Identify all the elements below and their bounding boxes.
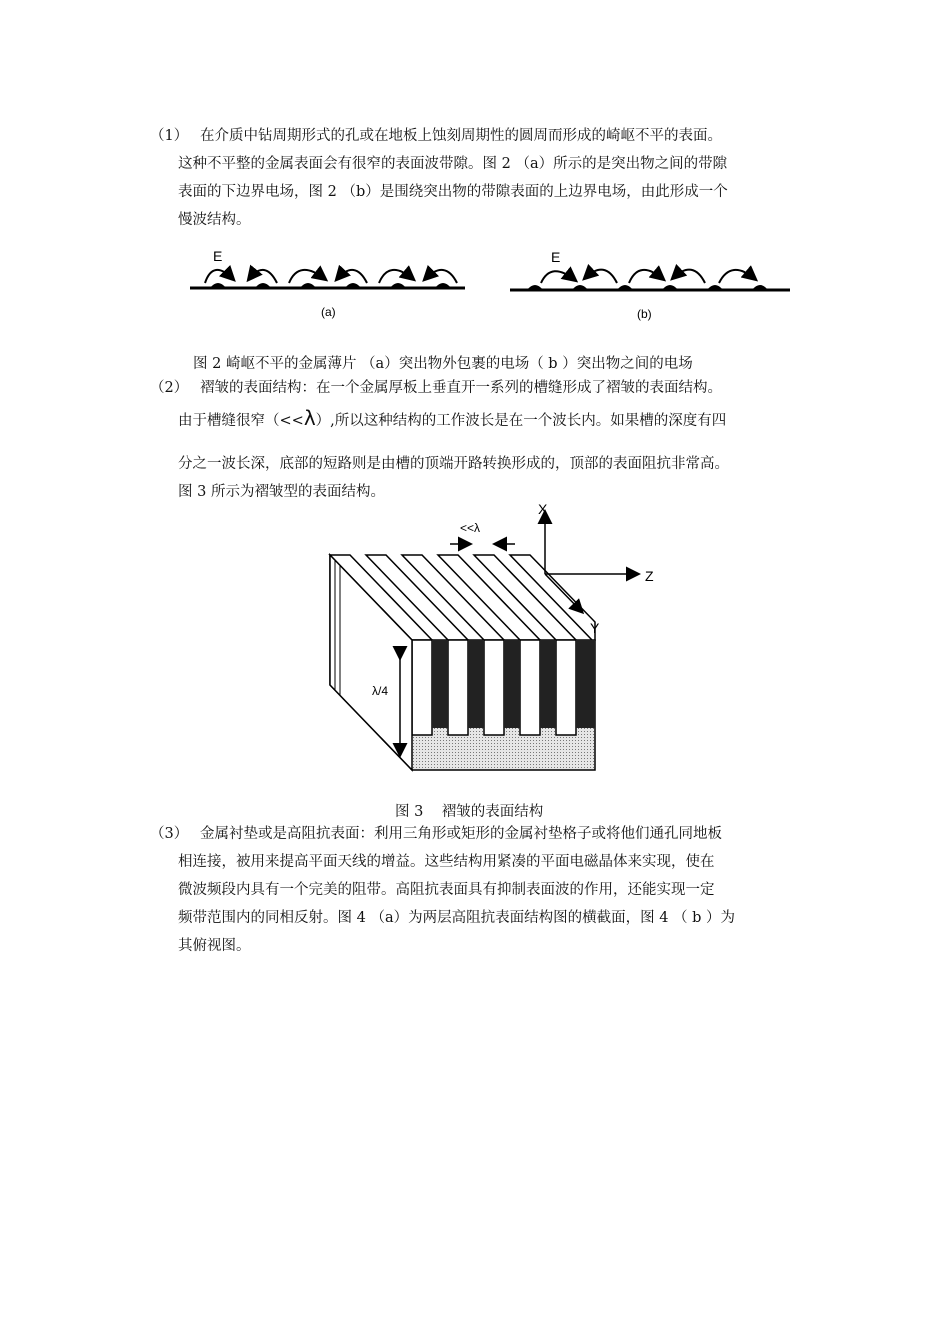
section-3-line: 微波频段内具有一个完美的阻带。高阻抗表面具有抑制表面波的作用，还能实现一定: [178, 882, 715, 898]
figure-2b: [505, 245, 795, 325]
figure-2-caption: 图 2 崎岖不平的金属薄片 （a）突出物外包裹的电场（ b ）突出物之间的电场: [193, 356, 693, 372]
figure-2a: [185, 245, 470, 325]
section-2: [150, 374, 830, 506]
depth-label: λ/4: [372, 684, 389, 698]
e-field-label: E: [213, 248, 223, 264]
slot-width-label: <<λ: [460, 521, 481, 535]
figure-3-caption: 图 3 褶皱的表面结构: [395, 804, 544, 820]
section-3-line: 频带范围内的同相反射。图 4 （a）为两层高阻抗表面结构图的横截面，图 4 （ b ）为: [178, 910, 736, 926]
section-2-line: 褶皱的表面结构：在一个金属厚板上垂直开一系列的槽缝形成了褶皱的表面结构。: [200, 380, 722, 396]
section-1: [150, 122, 830, 234]
lambda-symbol: λ: [303, 406, 316, 430]
axis-x-label: X: [538, 501, 548, 517]
section-2-line: 由于槽缝很窄（<<: [178, 413, 304, 429]
section-1-line: 表面的下边界电场，图 2 （b）是围绕突出物的带隙表面的上边界电场，由此形成一个: [178, 184, 728, 200]
section-2-line: 图 3 所示为褶皱型的表面结构。: [178, 484, 385, 500]
section-3-line: 相连接，被用来提高平面天线的增益。这些结构用紧凑的平面电磁晶体来实现，使在: [178, 854, 715, 870]
figure-2a-label: (a): [321, 305, 336, 319]
section-1-number: （1）: [150, 128, 189, 144]
section-1-line: 慢波结构。: [178, 212, 251, 228]
figure-3-corrugated-surface: [320, 500, 670, 775]
axis-z-label: Z: [645, 568, 654, 584]
section-1-line: 这种不平整的金属表面会有很窄的表面波带隙。图 2 （a）所示的是突出物之间的带隙: [178, 156, 728, 172]
section-2-number: （2）: [150, 380, 189, 396]
section-3-number: （3）: [150, 826, 189, 842]
section-2-line: 分之一波长深，底部的短路则是由槽的顶端开路转换形成的，顶部的表面阻抗非常高。: [178, 456, 729, 472]
e-field-label: E: [551, 249, 561, 265]
axis-y-label: Y: [590, 620, 600, 636]
section-1-line: 在介质中钻周期形式的孔或在地板上蚀刻周期性的圆周而形成的崎岖不平的表面。: [200, 128, 722, 144]
section-3: [150, 820, 830, 960]
section-3-line: 其俯视图。: [178, 938, 251, 954]
section-3-line: 金属衬垫或是高阻抗表面：利用三角形或矩形的金属衬垫格子或将他们通孔同地板: [200, 826, 722, 842]
section-2-line: ）,所以这种结构的工作波长是在一个波长内。如果槽的深度有四: [315, 413, 727, 429]
figure-2b-label: (b): [637, 307, 652, 321]
